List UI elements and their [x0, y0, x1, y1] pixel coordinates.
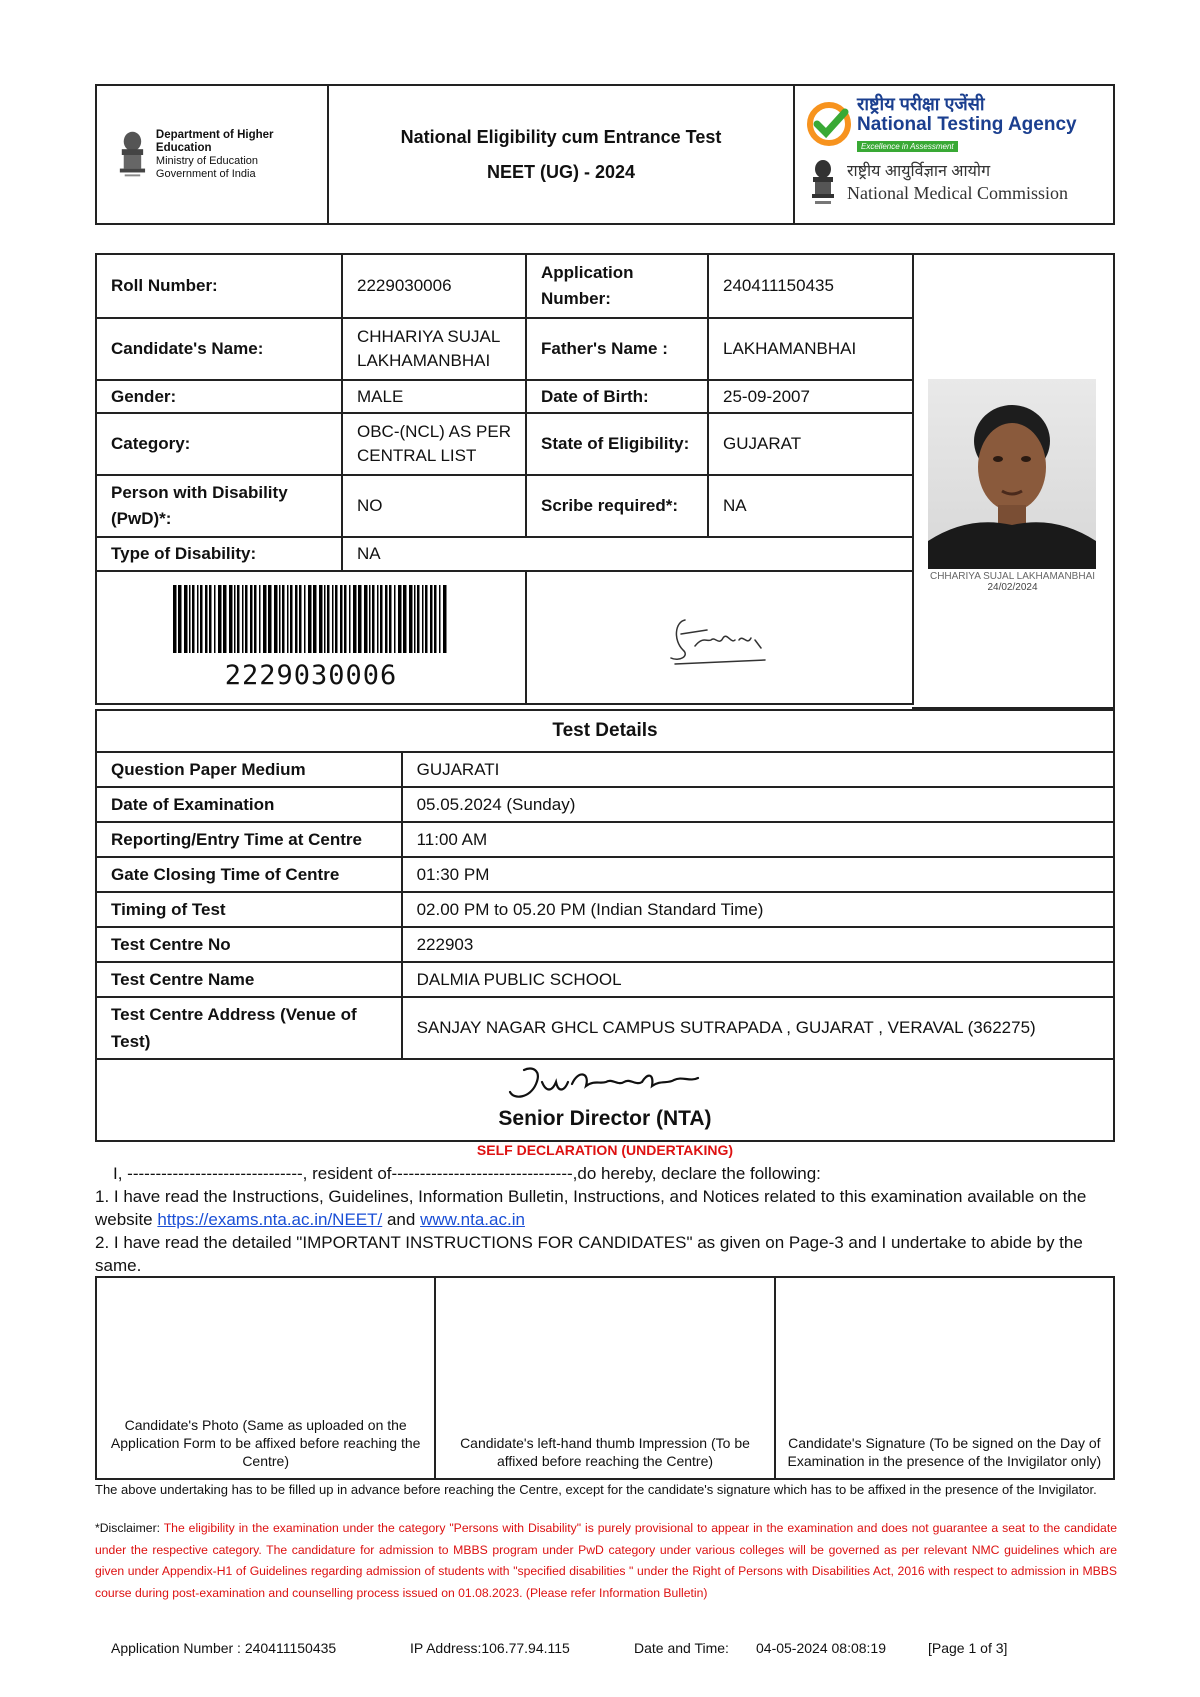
barcode-number: 2229030006: [224, 659, 398, 691]
director-signature-box: [95, 1058, 1115, 1142]
dob-value: 25-09-2007: [708, 380, 913, 413]
test-detail-label: Question Paper Medium: [96, 752, 402, 787]
exam-title-block: [329, 86, 795, 223]
pwd-label-line-1: Person with Disability: [111, 483, 288, 502]
test-detail-value: GUJARATI: [402, 752, 1114, 787]
nta-home-link[interactable]: www.nta.ac.in: [420, 1210, 525, 1229]
barcode-bar: [223, 585, 227, 653]
barcode-bar: [279, 585, 281, 653]
barcode-bar: [377, 585, 379, 653]
test-details-table: [95, 709, 1115, 1060]
category-line-2: CENTRAL LIST: [357, 446, 477, 465]
barcode-image: [171, 585, 451, 653]
disability-type-label: Type of Disability:: [96, 537, 342, 571]
roll-number-label: Roll Number:: [96, 254, 342, 318]
test-detail-label: Test Centre Name: [96, 962, 402, 997]
footer-page: [Page 1 of 3]: [928, 1640, 1008, 1656]
barcode-bar: [332, 585, 334, 653]
candidate-name-value: [342, 318, 526, 380]
table-row: [96, 380, 913, 413]
exam-subtitle: NEET (UG) - 2024: [486, 161, 636, 182]
signature-affix-box: Candidate's Signature (To be signed on the Day of Examination in the presence of the Invigilator only): [787, 1435, 1102, 1469]
photo-caption-date: 24/02/2024: [987, 582, 1038, 593]
scribe-label: Scribe required*:: [526, 475, 708, 537]
barcode-bar: [380, 585, 383, 653]
ministry-name: Ministry of Education: [155, 154, 259, 167]
nta-english-name: National Testing Agency: [857, 114, 1077, 135]
barcode-bar: [287, 585, 289, 653]
barcode-bar: [319, 585, 323, 653]
test-details-title: Test Details: [96, 710, 1114, 752]
table-row: [96, 962, 1114, 997]
category-value: [342, 413, 526, 475]
barcode-bar: [192, 585, 195, 653]
barcode-bar: [242, 585, 244, 653]
test-detail-value: 222903: [402, 927, 1114, 962]
table-row: [96, 892, 1114, 927]
barcode-bar: [409, 585, 413, 653]
nta-hindi-name: राष्ट्रीय परीक्षा एजेंसी: [857, 94, 985, 114]
barcode-bar: [214, 585, 216, 653]
test-detail-label: Timing of Test: [96, 892, 402, 927]
disclaimer-text: The eligibility in the examination under the category "Persons with Disability" is purely provisional to appear in the examination and does not guarantee a seat to the candidate under the respective category. The candidature for admission to MBBS program under PwD category under various colleges will be governed as per relevant NMC guidelines which are given under Appendix-H1 of Guidelines regarding admission of students with "specified disabilities " under the Right of Persons with Disabilities Act, 2016 with respect to admission in MBBS course during post-examination and counselling process issued on 01.08.2023. (Please refer Information Bulletin): [95, 1521, 1117, 1600]
test-detail-label: Test Centre No: [96, 927, 402, 962]
category-label: Category:: [96, 413, 342, 475]
table-row: [96, 571, 913, 704]
candidate-details-table: [95, 253, 914, 705]
barcode-bar: [417, 585, 420, 653]
barcode-bar: [209, 585, 212, 653]
barcode-bar: [353, 585, 357, 653]
test-detail-label: Reporting/Entry Time at Centre: [96, 822, 402, 857]
footer-ip: IP Address:106.77.94.115: [410, 1640, 570, 1656]
barcode-bar: [364, 585, 368, 653]
barcode-bar: [414, 585, 416, 653]
barcode-bar: [173, 585, 177, 653]
document-header: [95, 84, 1115, 225]
photo-caption-name: CHHARIYA SUJAL LAKHAMANBHAI: [929, 571, 1096, 582]
candidate-signature-image: [655, 600, 785, 670]
dept-name: Department of Higher Education: [155, 128, 274, 154]
barcode-bar: [313, 585, 317, 653]
address-label: [96, 997, 402, 1059]
table-row: [96, 475, 913, 537]
government-name: Government of India: [155, 167, 256, 180]
barcode-cell: [96, 571, 526, 704]
nta-neet-link[interactable]: https://exams.nta.ac.in/NEET/: [157, 1210, 383, 1229]
test-detail-value: 05.05.2024 (Sunday): [402, 787, 1114, 822]
barcode-bar: [425, 585, 428, 653]
director-title: Senior Director (NTA): [498, 1107, 712, 1130]
gender-value: MALE: [342, 380, 526, 413]
declaration-heading: SELF DECLARATION (UNDERTAKING): [476, 1142, 734, 1158]
father-name-label: Father's Name :: [526, 318, 708, 380]
barcode-bar: [327, 585, 330, 653]
candidate-signature-cell: [526, 571, 913, 704]
table-row: [96, 927, 1114, 962]
national-emblem-icon: [115, 129, 150, 181]
application-number-label: Application Number:: [526, 254, 708, 318]
barcode-bar: [290, 585, 293, 653]
test-detail-value: DALMIA PUBLIC SCHOOL: [402, 962, 1114, 997]
barcode-bar: [274, 585, 278, 653]
barcode-bar: [340, 585, 343, 653]
footer-datetime-value: 04-05-2024 08:08:19: [756, 1640, 886, 1656]
address-value: SANJAY NAGAR GHCL CAMPUS SUTRAPADA , GUJARAT , VERAVAL (362275): [402, 997, 1114, 1059]
state-eligibility-label: State of Eligibility:: [526, 413, 708, 475]
barcode-bar: [184, 585, 188, 653]
test-detail-label: Date of Examination: [96, 787, 402, 822]
barcode-bar: [295, 585, 298, 653]
barcode-bar: [197, 585, 199, 653]
table-row: [96, 857, 1114, 892]
table-row: [96, 710, 1114, 752]
barcode-bar: [443, 585, 447, 653]
footer-app-number: Application Number : 240411150435: [111, 1640, 337, 1656]
barcode-bar: [229, 585, 233, 653]
exam-title: National Eligibility cum Entrance Test: [400, 126, 722, 147]
candidate-name-line-2: LAKHAMANBHAI: [357, 351, 491, 370]
agency-logos: [795, 86, 1113, 223]
gender-label: Gender:: [96, 380, 342, 413]
barcode-bar: [372, 585, 375, 653]
barcode-bar: [254, 585, 257, 653]
and-text: and: [382, 1210, 421, 1229]
test-detail-value: 01:30 PM: [402, 857, 1114, 892]
barcode-bar: [308, 585, 312, 653]
barcode-bar: [385, 585, 388, 653]
table-row: [96, 254, 913, 318]
barcode-bar: [245, 585, 248, 653]
photo-affix-box: Candidate's Photo (Same as uploaded on the Application Form to be affixed before reaching the Centre): [97, 1278, 436, 1478]
barcode-bar: [205, 585, 208, 653]
pwd-label: [96, 475, 342, 537]
nmc-english-name: National Medical Commission: [847, 183, 1068, 203]
nmc-emblem-icon: [807, 158, 839, 208]
table-row: [96, 752, 1114, 787]
pwd-value: NO: [342, 475, 526, 537]
disclaimer-label: *Disclaimer:: [95, 1521, 161, 1535]
table-row: [96, 318, 913, 380]
barcode-bar: [250, 585, 253, 653]
photo-cell: [912, 253, 1115, 709]
thumb-impression-box: Candidate's left-hand thumb Impression (To be affixed before reaching the Centre): [436, 1278, 775, 1478]
barcode-bar: [218, 585, 222, 653]
candidate-name-label: Candidate's Name:: [96, 318, 342, 380]
declaration-point-1-text: 1. I have read the Instructions, Guidelines, Information Bulletin, Instructions, and Notices related to this examination available on the website: [95, 1187, 1087, 1229]
barcode-bar: [422, 585, 424, 653]
barcode-bar: [200, 585, 203, 653]
test-detail-value: 11:00 AM: [402, 822, 1114, 857]
test-detail-value: 02.00 PM to 05.20 PM (Indian Standard Time): [402, 892, 1114, 927]
table-row: [96, 413, 913, 475]
barcode-bar: [259, 585, 261, 653]
address-label-line-1: Test Centre Address (Venue of: [111, 1005, 357, 1024]
barcode-bar: [299, 585, 302, 653]
nta-tagline: Excellence in Assessment: [857, 141, 958, 152]
barcode-bar: [394, 585, 396, 653]
declaration-point-2: 2. I have read the detailed "IMPORTANT INSTRUCTIONS FOR CANDIDATES" as given on Page-3 and I undertake to abide by the same.: [95, 1233, 1083, 1275]
candidate-name-line-1: CHHARIYA SUJAL: [357, 327, 501, 346]
candidate-photo: [928, 379, 1096, 569]
barcode-bar: [237, 585, 240, 653]
barcode-bar: [178, 585, 182, 653]
barcode-bar: [263, 585, 267, 653]
nta-logo-icon: [807, 102, 851, 146]
barcode-bar: [349, 585, 351, 653]
nmc-hindi-name: राष्ट्रीय आयुर्विज्ञान आयोग: [847, 163, 991, 180]
table-row: [96, 787, 1114, 822]
affix-boxes: [95, 1276, 1115, 1480]
barcode-bar: [304, 585, 306, 653]
state-eligibility-value: GUJARAT: [708, 413, 913, 475]
director-signature-image: [502, 1062, 712, 1108]
footer-datetime-label: Date and Time:: [634, 1640, 729, 1656]
declaration-point-1: [95, 1185, 1125, 1231]
barcode-bar: [189, 585, 191, 653]
pwd-label-line-2: (PwD)*:: [111, 509, 172, 528]
undertaking-note: The above undertaking has to be filled up in advance before reaching the Centre, except for the candidate's signature which has to be affixed in the presence of the Invigilator.: [95, 1482, 1097, 1497]
barcode-bar: [434, 585, 437, 653]
scribe-value: NA: [708, 475, 913, 537]
barcode-bar: [369, 585, 371, 653]
ministry-block: [97, 86, 329, 223]
address-label-line-2: Test): [111, 1032, 151, 1051]
dob-label: Date of Birth:: [526, 380, 708, 413]
barcode-bar: [389, 585, 392, 653]
category-line-1: OBC-(NCL) AS PER: [357, 422, 511, 441]
barcode-bar: [358, 585, 362, 653]
declaration-line: I, -------------------------------, resident of--------------------------------,do hereby, declare the following:: [113, 1164, 821, 1183]
barcode-bar: [398, 585, 402, 653]
father-name-value: LAKHAMANBHAI: [708, 318, 913, 380]
barcode-bar: [324, 585, 326, 653]
disclaimer: [95, 1518, 1117, 1604]
table-row: [96, 822, 1114, 857]
barcode-bar: [439, 585, 441, 653]
candidate-photo-image: [928, 379, 1096, 569]
barcode-bar: [282, 585, 285, 653]
test-detail-label: Gate Closing Time of Centre: [96, 857, 402, 892]
disability-type-value: NA: [342, 537, 913, 571]
barcode-bar: [344, 585, 347, 653]
roll-number-value: 2229030006: [342, 254, 526, 318]
table-row: [96, 997, 1114, 1059]
barcode-bar: [268, 585, 272, 653]
table-row: [96, 537, 913, 571]
barcode-bar: [335, 585, 338, 653]
barcode-bar: [403, 585, 407, 653]
application-number-value: 240411150435: [708, 254, 913, 318]
barcode-bar: [234, 585, 236, 653]
barcode-bar: [430, 585, 433, 653]
